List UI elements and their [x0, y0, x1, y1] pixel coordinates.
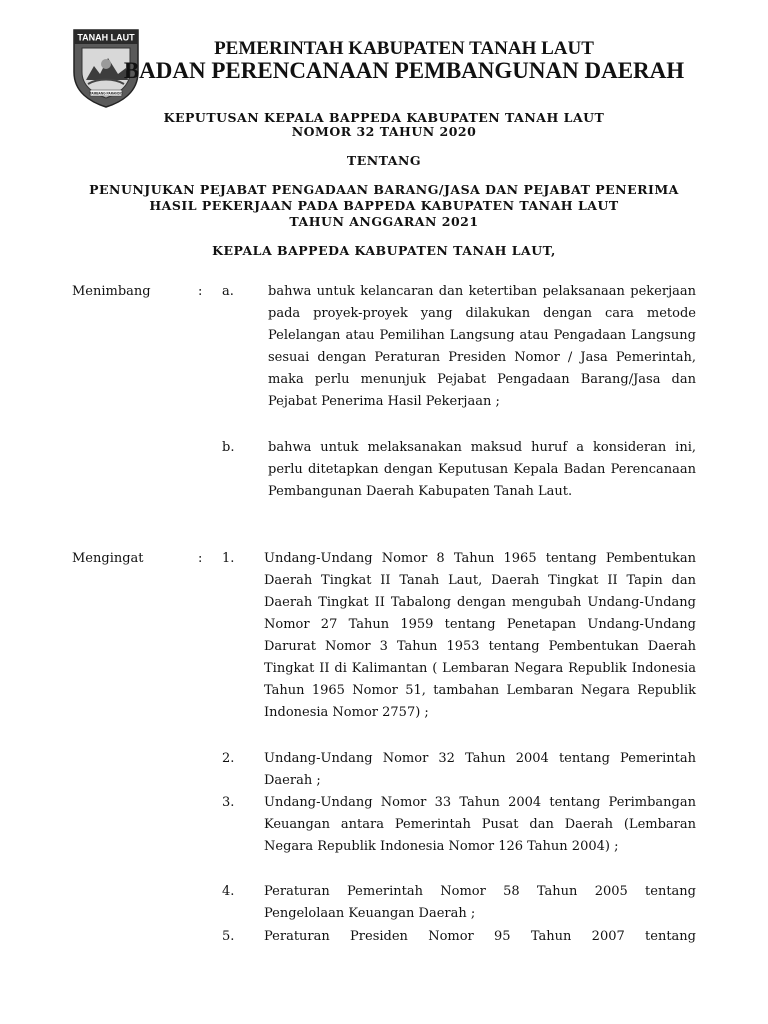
logo-text: TANAH LAUT — [77, 32, 135, 43]
decree-title: KEPUTUSAN KEPALA BAPPEDA KABUPATEN TANAH LAUT — [163, 110, 605, 125]
menimbang-colon: : — [198, 284, 203, 299]
mengingat-item-5-mark: 5. — [222, 929, 235, 944]
mengingat-item-2-mark: 2. — [222, 751, 235, 766]
mengingat-item-3-mark: 3. — [222, 795, 235, 810]
mengingat-label: Mengingat — [72, 551, 144, 566]
mengingat-item-5-text: Peraturan Presiden Nomor 95 Tahun 2007 tentang — [264, 929, 696, 944]
decree-issuer: KEPALA BAPPEDA KABUPATEN TANAH LAUT, — [212, 243, 556, 258]
decree-number: NOMOR 32 TAHUN 2020 — [291, 124, 477, 139]
menimbang-item-b-text: bahwa untuk melaksanakan maksud huruf a konsideran ini, perlu ditetapkan dengan Keputusan Kepala Badan Perencanaan Pembangunan Daerah Kabupaten Tanah Laut. — [268, 440, 696, 499]
mengingat-item-1-mark: 1. — [222, 551, 235, 566]
decree-subject-line1: PENUNJUKAN PEJABAT PENGADAAN BARANG/JASA DAN PEJABAT PENERIMA — [89, 182, 679, 197]
mengingat-colon: : — [198, 551, 203, 566]
mengingat-item-3-text: Undang-Undang Nomor 33 Tahun 2004 tentang Perimbangan Keuangan antara Pemerintah Pusat dan Daerah (Lembaran Negara Republik Indonesia Nomor 126 Tahun 2004) ; — [264, 795, 696, 854]
mengingat-item-1-text: Undang-Undang Nomor 8 Tahun 1965 tentang Pembentukan Daerah Tingkat II Tanah Laut, Daerah Tingkat II Tapin dan Daerah Tingkat II Tabalong dengan mengubah Undang-Undang Nomor 27 Tahun 1959 tentang Penetapan Undang-Undang Darurat Nomor 3 Tahun 1953 tentang Pembentukan Daerah Tingkat II di Kalimantan ( Lembaran Negara Republik Indonesia Tahun 1965 Nomor 51, tambahan Lembaran Negara Republik Indonesia Nomor 2757) ; — [264, 551, 696, 720]
letterhead-agency-line: BADAN PERENCANAAN PEMBANGUNAN DAERAH — [123, 58, 685, 83]
decree-subject-line3: TAHUN ANGGARAN 2021 — [289, 214, 479, 229]
menimbang-item-b-mark: b. — [222, 440, 235, 455]
mengingat-item-4-mark: 4. — [222, 884, 235, 899]
mengingat-item-2-text: Undang-Undang Nomor 32 Tahun 2004 tentang Pemerintah Daerah ; — [264, 751, 696, 788]
menimbang-item-a-mark: a. — [222, 284, 234, 299]
menimbang-label: Menimbang — [72, 284, 151, 299]
logo-motto: TAMBANG PARANDO — [89, 91, 123, 96]
menimbang-item-a-text: bahwa untuk kelancaran dan ketertiban pelaksanaan pekerjaan pada proyek-proyek yang dilakukan dengan cara metode Pelelangan atau Pemilihan Langsung atau Pengadaan Langsung sesuai dengan Peraturan Presiden Nomor / Jasa Pemerintah, maka perlu menunjuk Pejabat Pengadaan Barang/Jasa dan Pejabat Penerima Hasil Pekerjaan ; — [268, 284, 696, 409]
mengingat-item-4-text: Peraturan Pemerintah Nomor 58 Tahun 2005 tentang Pengelolaan Keuangan Daerah ; — [264, 884, 696, 921]
decree-tentang: TENTANG — [346, 153, 422, 168]
letterhead-government-line: PEMERINTAH KABUPATEN TANAH LAUT — [214, 38, 594, 59]
decree-subject-line2: HASIL PEKERJAAN PADA BAPPEDA KABUPATEN TANAH LAUT — [149, 198, 619, 213]
